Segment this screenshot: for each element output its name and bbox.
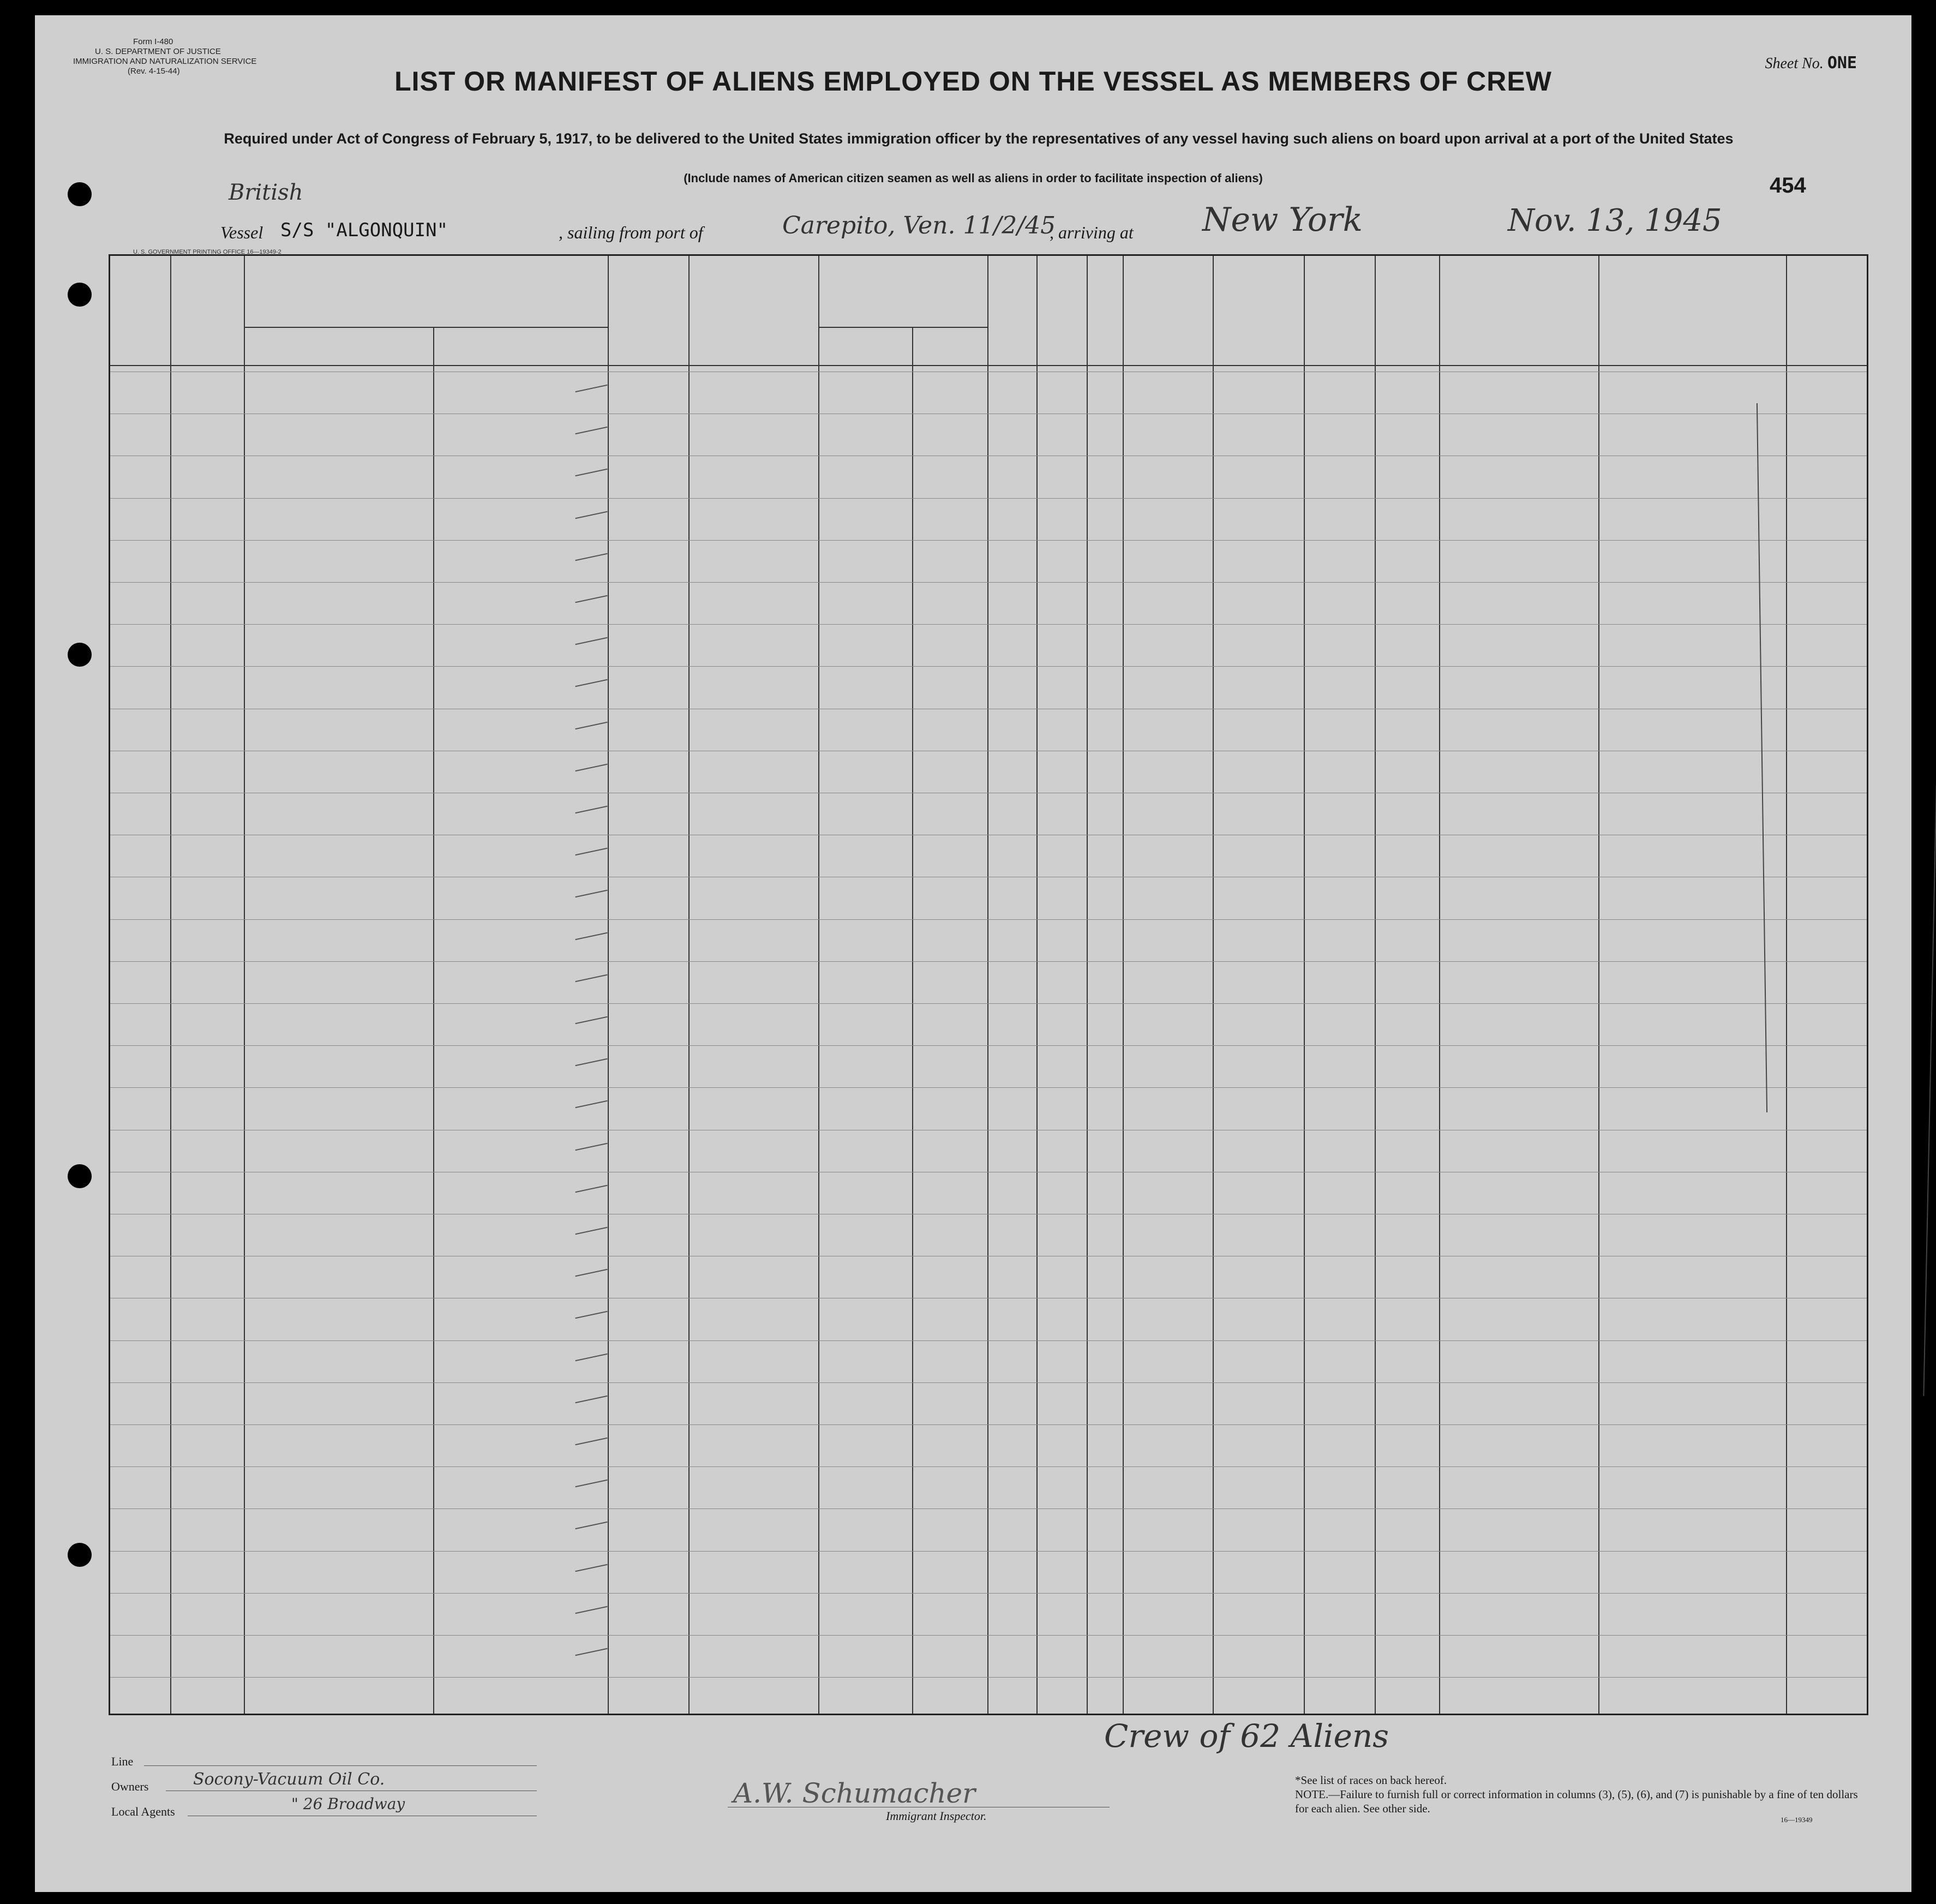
- punch-hole: [68, 1543, 92, 1567]
- row-divider: [110, 624, 1867, 625]
- check-tick: [575, 721, 607, 729]
- remarks-vertical-stroke: [1757, 403, 1767, 1112]
- arriving-label: , arriving at: [1050, 223, 1134, 242]
- races-note: *See list of races on back hereof.: [1295, 1774, 1447, 1787]
- column-divider: [1375, 256, 1376, 1714]
- arriving-port: New York: [1202, 201, 1363, 239]
- check-tick: [575, 637, 607, 645]
- crew-count-note: Crew of 62 Aliens: [1104, 1717, 1389, 1755]
- footer-notes: [1295, 1773, 1868, 1816]
- revision: (Rev. 4-15-44): [128, 67, 180, 76]
- check-tick: [575, 595, 607, 603]
- page-title: LIST OR MANIFEST OF ALIENS EMPLOYED ON THE VESSEL AS MEMBERS OF CREW: [394, 66, 1552, 97]
- subnote: (Include names of American citizen seamen as well as aliens in order to facilitate inspection of aliens): [684, 171, 1263, 185]
- column-divider: [1786, 256, 1787, 1714]
- printing-office: U. S. GOVERNMENT PRINTING OFFICE 16—19349-2: [133, 249, 281, 255]
- note-title: NOTE.—: [1295, 1788, 1340, 1801]
- column-divider: [1213, 256, 1214, 1714]
- check-tick: [575, 806, 607, 813]
- action-vertical-stroke: [1923, 425, 1936, 1396]
- subheader-divider: [244, 327, 608, 328]
- check-tick: [575, 679, 607, 687]
- column-divider: [818, 256, 819, 1714]
- inspector-signature: A.W. Schumacher: [733, 1777, 976, 1809]
- row-divider: [110, 1635, 1867, 1636]
- check-tick: [575, 764, 607, 771]
- row-divider: [110, 666, 1867, 667]
- subtitle: Required under Act of Congress of February 5, 1917, to be delivered to the United States immigration officer by the representatives of any vessel having such aliens on board upon arrival at a port of the United States: [224, 130, 1734, 147]
- agents-label: Local Agents: [111, 1805, 175, 1818]
- line-label: Line: [111, 1755, 134, 1768]
- check-tick: [575, 385, 607, 392]
- check-tick: [575, 932, 607, 939]
- owners-value: Socony-Vacuum Oil Co.: [193, 1770, 385, 1789]
- row-divider: [110, 1003, 1867, 1004]
- row-divider: [110, 1508, 1867, 1509]
- vessel-name: S/S "ALGONQUIN": [280, 219, 448, 241]
- column-divider: [433, 327, 434, 1714]
- subheader-divider: [818, 327, 987, 328]
- row-divider: [110, 1087, 1867, 1088]
- check-tick: [575, 1353, 607, 1361]
- line-underline: [144, 1765, 537, 1766]
- check-tick: [575, 1100, 607, 1108]
- print-code: 16—19349: [1781, 1816, 1813, 1824]
- sheet-number-value: ONE: [1827, 53, 1857, 73]
- row-divider: [110, 961, 1867, 962]
- check-tick: [575, 1185, 607, 1193]
- manifest-sheet: [35, 15, 1911, 1892]
- column-divider: [608, 256, 609, 1714]
- check-tick: [575, 511, 607, 518]
- row-divider: [110, 1551, 1867, 1552]
- check-tick: [575, 890, 607, 897]
- fine-note: [1295, 1787, 1868, 1816]
- column-divider: [912, 327, 913, 1714]
- check-tick: [575, 1522, 607, 1529]
- row-divider: [110, 1045, 1867, 1046]
- row-divider: [110, 1593, 1867, 1594]
- check-tick: [575, 1438, 607, 1445]
- sailing-label: , sailing from port of: [559, 223, 703, 242]
- note-text: Failure to furnish full or correct information in columns (3), (5), (6), and (7) is punishable by a fine of ten dollars for each alien. See other side.: [1295, 1788, 1858, 1815]
- crew-table: [109, 254, 1868, 1715]
- check-tick: [575, 1564, 607, 1571]
- column-divider: [987, 256, 988, 1714]
- column-divider: [170, 256, 171, 1714]
- owners-label: Owners: [111, 1780, 149, 1793]
- check-tick: [575, 1269, 607, 1277]
- row-divider: [110, 498, 1867, 499]
- check-tick: [575, 1016, 607, 1024]
- check-tick: [575, 1606, 607, 1614]
- page-number: 454: [1770, 173, 1806, 197]
- check-tick: [575, 1648, 607, 1656]
- row-divider: [110, 1466, 1867, 1467]
- check-tick: [575, 1227, 607, 1235]
- row-divider: [110, 1382, 1867, 1383]
- arrival-date: Nov. 13, 1945: [1508, 203, 1722, 238]
- sailing-port: Carepito, Ven. 11/2/45: [782, 212, 1056, 240]
- inspector-label: Immigrant Inspector.: [886, 1809, 987, 1823]
- agents-value: " 26 Broadway: [291, 1795, 405, 1813]
- check-tick: [575, 1480, 607, 1487]
- department: U. S. DEPARTMENT OF JUSTICE: [95, 47, 221, 56]
- row-divider: [110, 1340, 1867, 1341]
- row-divider: [110, 582, 1867, 583]
- column-divider: [1598, 256, 1599, 1714]
- column-divider: [1036, 256, 1038, 1714]
- check-tick: [575, 974, 607, 982]
- header-divider: [110, 365, 1867, 366]
- check-tick: [575, 1058, 607, 1066]
- service: IMMIGRATION AND NATURALIZATION SERVICE: [73, 57, 257, 66]
- column-divider: [1304, 256, 1305, 1714]
- column-divider: [1087, 256, 1088, 1714]
- check-tick: [575, 427, 607, 434]
- check-tick: [575, 1142, 607, 1150]
- column-divider: [1439, 256, 1440, 1714]
- column-divider: [1123, 256, 1124, 1714]
- sheet-number-label: Sheet No.: [1765, 55, 1824, 72]
- row-divider: [110, 1424, 1867, 1425]
- punch-hole: [68, 1164, 92, 1188]
- check-tick: [575, 553, 607, 561]
- check-tick: [575, 1311, 607, 1319]
- check-tick: [575, 848, 607, 855]
- check-tick: [575, 469, 607, 476]
- check-tick: [575, 1396, 607, 1403]
- row-divider: [110, 540, 1867, 541]
- punch-hole: [68, 643, 92, 667]
- vessel-flag: British: [229, 180, 303, 205]
- row-divider: [110, 919, 1867, 920]
- row-divider: [110, 1677, 1867, 1678]
- punch-hole: [68, 283, 92, 307]
- form-number: Form I-480: [133, 37, 173, 46]
- vessel-label: Vessel: [220, 223, 263, 242]
- column-divider: [688, 256, 690, 1714]
- column-divider: [244, 256, 245, 1714]
